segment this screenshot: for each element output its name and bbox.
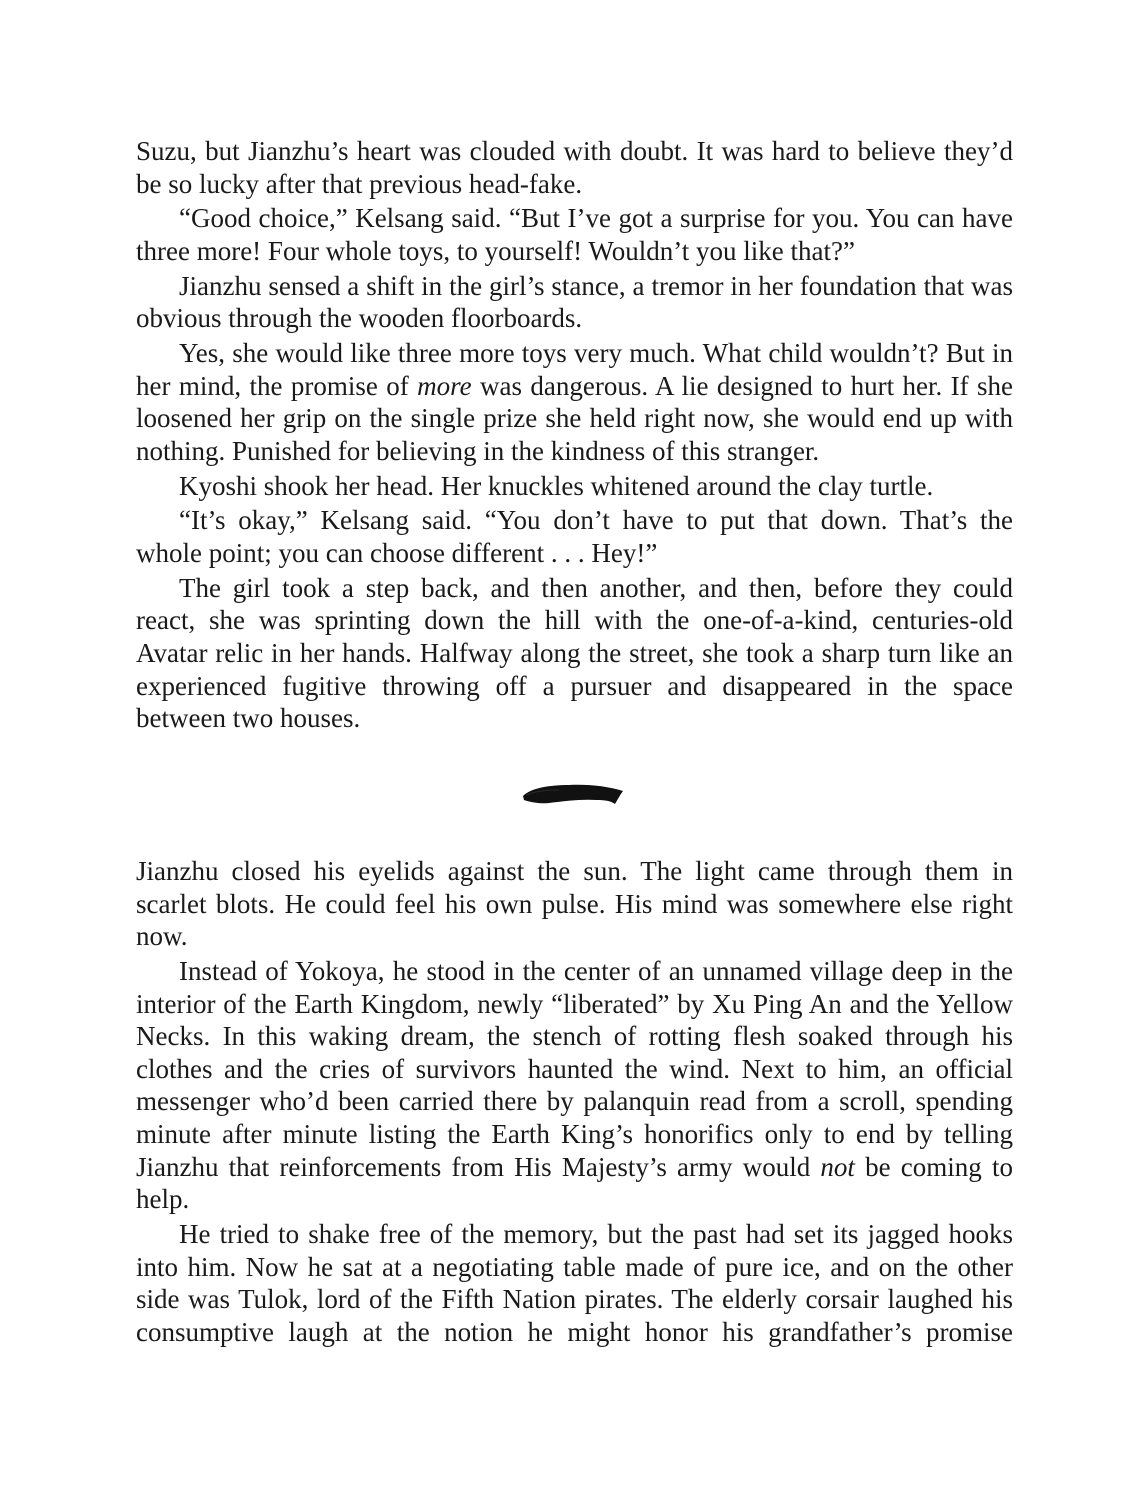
- paragraph: [136, 955, 1013, 1216]
- paragraph: He tried to shake free of the memory, but the past had set its jagged hooks into him. Now he sat at a negotiating table made of pure ice, and on the other side was Tulok, lord of the Fifth Nation pirates. The elderly corsair laughed his consumptive laugh at the notion he might honor his grandfather’s promise: [136, 1218, 1013, 1347]
- paragraph: Jianzhu closed his eyelids against the sun. The light came through them in scarlet blots. He could feel his own pulse. His mind was somewhere else right now.: [136, 856, 1013, 952]
- text-run: was dangerous. A lie designed to hurt her. If she loosened her grip on the single prize she held right now, she would end up with nothing. Punished for believing in the kindness of this stranger.: [136, 370, 1013, 466]
- paragraph: “It’s okay,” Kelsang said. “You don’t have to put that down. That’s the whole point; you can choose different . . . Hey!”: [136, 505, 1013, 569]
- paragraph: Kyoshi shook her head. Her knuckles whitened around the clay turtle.: [179, 470, 934, 501]
- paragraph: The girl took a step back, and then another, and then, before they could react, she was sprinting down the hill with the one-of-a-kind, centuries-old Avatar relic in her hands. Halfway along the street, she took a sharp turn like an experienced fugitive throwing off a pursuer and disappeared in the space between two houses.: [136, 572, 1013, 734]
- ink-brush-stroke-icon: [521, 779, 625, 811]
- text-run: Instead of Yokoya, he stood in the center of an unnamed village deep in the interior of the Earth Kingdom, newly “liberated” by Xu Ping An and the Yellow Necks. In this waking dream, the stench of rotting flesh soaked through his clothes and the cries of survivors haunted the wind. Next to him, an official messenger who’d been carried there by palanquin read from a scroll, spending minute after minute listing the Earth King’s honorifics only to end by telling Jianzhu that reinforcements from His Majesty’s army would: [136, 955, 1013, 1182]
- paragraph: Suzu, but Jianzhu’s heart was clouded with doubt. It was hard to believe they’d be so lucky after that previous head-fake.: [136, 136, 1013, 199]
- paragraph: Jianzhu sensed a shift in the girl’s stance, a tremor in her foundation that was obvious through the wooden floorboards.: [136, 270, 1013, 334]
- paragraph: [136, 337, 1013, 467]
- emphasis-text: not: [820, 1151, 855, 1182]
- section-break: [136, 737, 1013, 855]
- paragraph: “Good choice,” Kelsang said. “But I’ve got a surprise for you. You can have three more! Four whole toys, to yourself! Wouldn’t you like that?”: [136, 203, 1013, 266]
- emphasis-text: more: [417, 370, 472, 401]
- text-run: be coming to help.: [136, 1151, 1013, 1215]
- text-run: Yes, she would like three more toys very much. What child wouldn’t? But in her mind, the promise of: [136, 338, 1013, 401]
- book-page: [136, 135, 1013, 1350]
